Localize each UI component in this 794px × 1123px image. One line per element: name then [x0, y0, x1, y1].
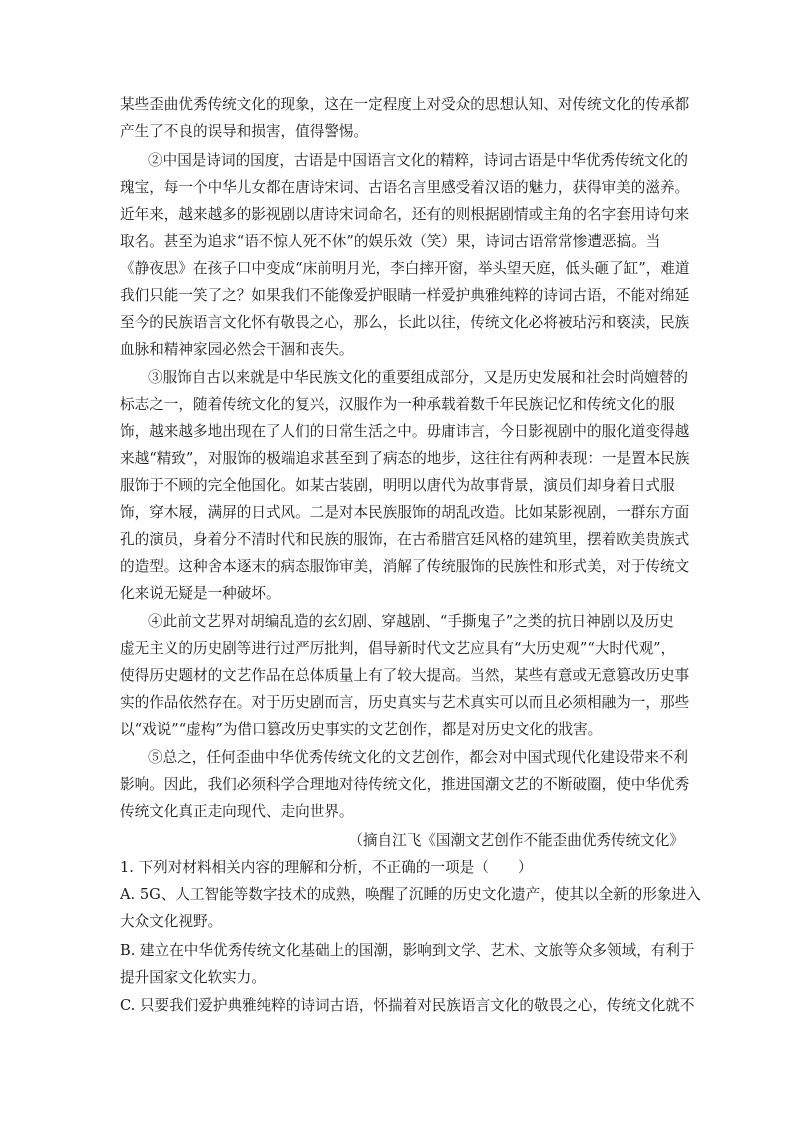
option-c-line: C. 只要我们爱护典雅纯粹的诗词古语，怀揣着对民族语言文化的敬畏之心，传统文化就不 [120, 997, 695, 1014]
paragraph-3-line: 化来说无疑是一种破坏。 [120, 585, 281, 602]
paragraph-2-line: ②中国是诗词的国度，古语是中国语言文化的精粹，诗词古语是中华优秀传统文化的 [148, 152, 688, 169]
paragraph-3-line: 服饰于不顾的完全他国化。如某古装剧，明明以唐代为故事背景，演员们却身着日式服 [120, 477, 675, 494]
paragraph-1-line: 某些歪曲优秀传统文化的现象，这在一定程度上对受众的思想认知、对传统文化的传承都 [120, 96, 690, 113]
paragraph-4-line: 实的作品依然存在。对于历史剧而言，历史真实与艺术真实可以而且必须相融为一，那些 [120, 694, 690, 711]
paragraph-4-line: ④此前文艺界对胡编乱造的玄幻剧、穿越剧、“手撕鬼子”之类的抗日神剧以及历史 [148, 613, 674, 630]
paragraph-3-line: 孔的演员，身着分不清时代和民族的服饰，在古希腊宫廷风格的建筑里，摆着欧美贵族式 [120, 531, 690, 548]
paragraph-3-line: 的造型。这种舍本逐末的病态服饰审美，消解了传统服饰的民族性和形式美，对于传统文 [120, 558, 690, 575]
question-1-stem: 1. 下列对材料相关内容的理解和分析，不正确的一项是（ ） [120, 859, 533, 876]
paragraph-3-line: 饰，穿木屐，满屏的日式风。二是对本民族服饰的胡乱改造。比如某影视剧，一群东方面 [120, 504, 690, 521]
paragraph-2-line: 血脉和精神家园必然会干涸和丧失。 [120, 341, 354, 358]
paragraph-3-line: ③服饰自古以来就是中华民族文化的重要组成部分，又是历史发展和社会时尚嬗替的 [148, 369, 688, 386]
paragraph-5-line: 传统文化真正走向现代、走向世界。 [120, 803, 354, 820]
paragraph-4-line: 虚无主义的历史剧等进行过严厉批判，倡导新时代文艺应具有“大历史观”“大时代观”， [120, 640, 676, 657]
option-b-line: B. 建立在中华优秀传统文化基础上的国潮，影响到文学、艺术、文旅等众多领域，有利于 [120, 942, 695, 959]
paragraph-2-line: 至今的民族语言文化怀有敬畏之心，那么，长此以往，传统文化必将被玷污和亵渎，民族 [120, 314, 690, 331]
paragraph-5-line: 影响。因此，我们必须科学合理地对待传统文化，推进国潮文艺的不断破圈，使中华优秀 [120, 776, 690, 793]
paragraph-2-line: 取名。甚至为追求“语不惊人死不休”的娱乐效（笑）果，诗词古语常常惨遭恶搞。当 [120, 233, 661, 250]
paragraph-2-line: 《静夜思》在孩子口中变成“床前明月光，李白摔开窗，举头望天庭，低头砸了缸”，难道 [120, 260, 690, 277]
paragraph-2-line: 近年来，越来越多的影视剧以唐诗宋词命名，还有的则根据剧情或主角的名字套用诗句来 [120, 206, 690, 223]
paragraph-4-line: 以“戏说”“虚构”为借口篡改历史事实的文艺创作，都是对历史文化的戕害。 [120, 721, 603, 738]
option-a-line: A. 5G、人工智能等数字技术的成熟，唤醒了沉睡的历史文化遗产，使其以全新的形象进入 [120, 886, 701, 903]
paragraph-3-line: 饰，越来越多地出现在了人们的日常生活之中。毋庸讳言，今日影视剧中的服化道变得越 [120, 423, 690, 440]
option-b-line: 提升国家文化软实力。 [120, 969, 266, 986]
paragraph-2-line: 瑰宝，每一个中华儿女都在唐诗宋词、古语名言里感受着汉语的魅力，获得审美的滋养。 [120, 179, 690, 196]
paragraph-3-line: 标志之一，随着传统文化的复兴，汉服作为一种承载着数千年民族记忆和传统文化的服 [120, 396, 675, 413]
paragraph-5-line: ⑤总之，任何歪曲中华优秀传统文化的文艺创作，都会对中国式现代化建设带来不利 [148, 749, 688, 766]
option-a-line: 大众文化视野。 [120, 913, 223, 930]
paragraph-1-line: 产生了不良的误导和损害，值得警惕。 [120, 123, 369, 140]
paragraph-3-line: 来越“精致”，对服饰的极端追求甚至到了病态的地步，这往往有两种表现：一是置本民族 [120, 450, 690, 467]
source-citation: （摘自江飞《国潮文艺创作不能歪曲优秀传统文化》 [348, 832, 684, 849]
paragraph-2-line: 我们只能一笑了之？如果我们不能像爱护眼睛一样爱护典雅纯粹的诗词古语，不能对绵延 [120, 287, 690, 304]
paragraph-4-line: 使得历史题材的文艺作品在总体质量上有了较大提高。当然，某些有意或无意篡改历史事 [120, 667, 690, 684]
